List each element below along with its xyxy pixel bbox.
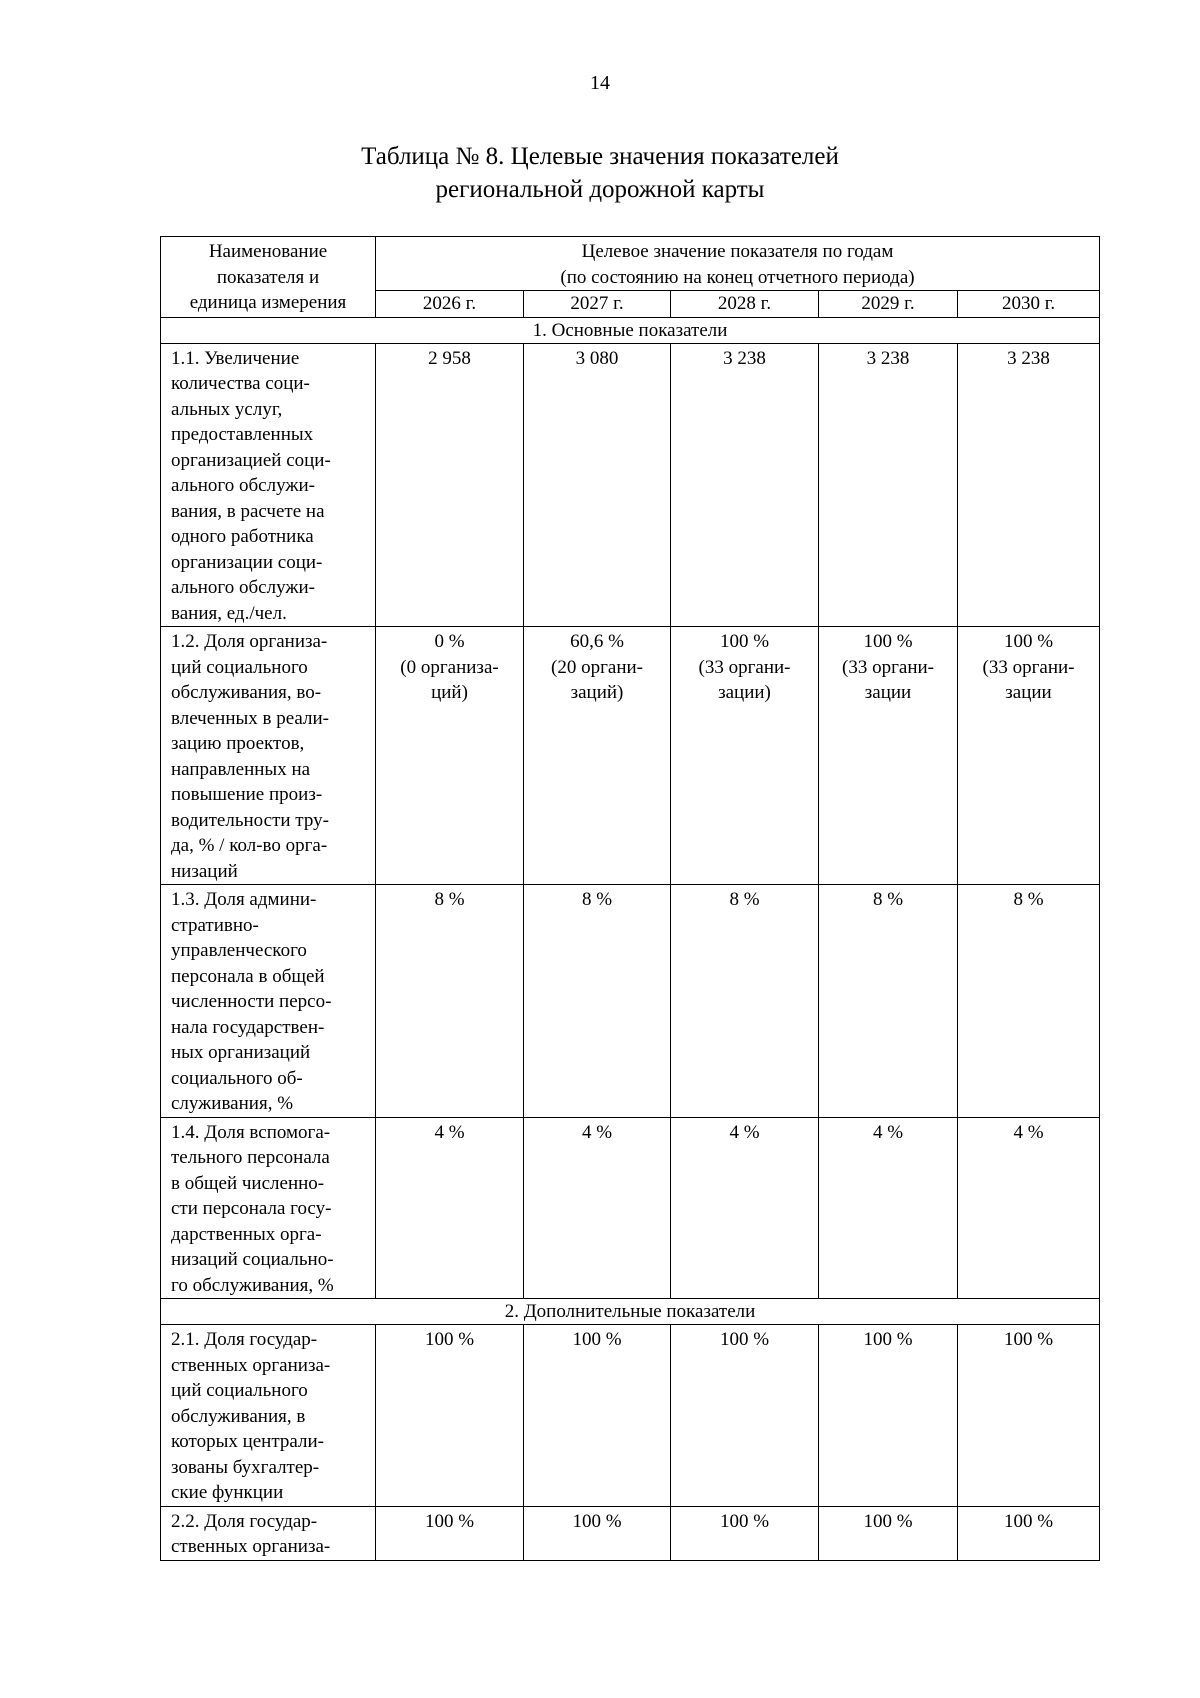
section-row xyxy=(161,1299,1100,1325)
indicator-value-line: 100 % xyxy=(719,1510,770,1532)
indicator-name-line: вания, в расчете на xyxy=(171,500,325,522)
indicator-value-line: 100 % xyxy=(572,1329,622,1350)
year-header-cell xyxy=(524,291,671,318)
header-name-cell xyxy=(161,237,376,318)
indicator-name-line: которых централи- xyxy=(171,1431,324,1452)
indicator-value-line: 4 % xyxy=(872,1121,904,1143)
indicator-value-cell xyxy=(376,1506,524,1560)
indicator-value-cell xyxy=(524,343,671,627)
indicator-name-line: направленных на xyxy=(171,758,311,780)
indicator-name-line: влеченных в реали- xyxy=(171,707,329,729)
page-number: 14 xyxy=(590,72,610,94)
table-title-line: региональной дорожной карты xyxy=(435,176,765,203)
indicator-name-line: 2.1. Доля государ- xyxy=(171,1329,318,1350)
indicator-name-line: тельного персонала xyxy=(171,1147,330,1168)
indicator-name-line: организации соци- xyxy=(171,551,323,573)
table-title-line: Таблица № 8. Целевые значения показателей xyxy=(361,143,839,170)
indicator-value-cell xyxy=(524,885,671,1118)
indicator-value-cell xyxy=(958,343,1100,627)
indicator-name-cell xyxy=(161,1506,376,1560)
table-row xyxy=(161,885,1100,1118)
indicator-value-line: (33 органи- xyxy=(842,656,934,678)
indicator-value-line: зации) xyxy=(718,682,771,703)
indicator-name-line: количества соци- xyxy=(171,373,310,394)
indicator-value-line: 100 % xyxy=(424,1510,475,1532)
indicator-name-line: управленческого xyxy=(171,940,307,961)
header-row xyxy=(161,237,1100,291)
indicator-name-line: численности персо- xyxy=(171,991,332,1012)
indicator-name-cell xyxy=(161,1325,376,1507)
indicator-value-line: (0 организа- xyxy=(400,656,499,678)
indicator-name-line: ций социального xyxy=(171,1380,308,1401)
table-row xyxy=(161,627,1100,885)
indicator-value-cell xyxy=(671,1506,819,1560)
indicator-name-cell xyxy=(161,627,376,885)
indicator-name-line: ных организаций xyxy=(171,1042,311,1063)
indicator-value-line: 4 % xyxy=(434,1121,465,1143)
indicator-value-cell xyxy=(958,627,1100,885)
indicator-value-line: 100 % xyxy=(1003,631,1054,652)
indicator-name-line: ственных организа- xyxy=(171,1354,331,1376)
table-row xyxy=(161,343,1100,627)
indicator-value-line: 8 % xyxy=(729,889,760,910)
indicator-name-line: персонала в общей xyxy=(171,965,325,987)
indicator-name-cell xyxy=(161,343,376,627)
indicator-value-cell xyxy=(958,1117,1100,1299)
indicator-value-line: заций) xyxy=(570,682,624,703)
section-row xyxy=(161,317,1100,343)
indicator-name-line: ального обслужи- xyxy=(171,475,315,496)
indicator-value-cell xyxy=(671,343,819,627)
indicator-name-line: 2.2. Доля государ- xyxy=(171,1510,318,1532)
targets-table-body xyxy=(161,237,1100,1561)
indicator-value-cell xyxy=(376,1325,524,1507)
header-group-line: (по состоянию на конец отчетного периода) xyxy=(560,266,915,288)
header-group-cell xyxy=(376,237,1100,291)
indicator-value-cell xyxy=(819,1117,958,1299)
indicator-value-line: 100 % xyxy=(863,1510,913,1532)
indicator-name-line: служивания, % xyxy=(171,1093,294,1114)
indicator-name-line: в общей численно- xyxy=(171,1172,325,1194)
indicator-name-line: стративно- xyxy=(171,914,259,936)
indicator-value-line: 100 % xyxy=(1003,1510,1054,1532)
indicator-value-cell xyxy=(671,627,819,885)
indicator-value-line: 3 080 xyxy=(575,347,619,369)
header-name-line: единица измерения xyxy=(189,292,347,313)
indicator-name-line: 1.3. Доля админи- xyxy=(171,889,317,910)
indicator-name-cell xyxy=(161,885,376,1118)
header-group-line: Целевое значение показателя по годам xyxy=(581,241,894,262)
indicator-value-cell xyxy=(524,1506,671,1560)
indicator-value-line: (20 органи- xyxy=(551,656,643,678)
year-label: 2029 г. xyxy=(861,293,915,314)
indicator-value-cell xyxy=(376,885,524,1118)
indicator-name-line: альных услуг, xyxy=(171,398,283,420)
indicator-value-cell xyxy=(819,1325,958,1507)
indicator-name-line: ственных организа- xyxy=(171,1536,331,1557)
indicator-value-line: 100 % xyxy=(1003,1329,1054,1350)
year-header-cell xyxy=(819,291,958,318)
indicator-name-line: го обслуживания, % xyxy=(171,1274,334,1296)
indicator-value-line: 2 958 xyxy=(428,347,471,369)
indicator-value-cell xyxy=(819,343,958,627)
indicator-name-line: одного работника xyxy=(171,526,314,547)
table-row xyxy=(161,1325,1100,1507)
indicator-name-line: сти персонала госу- xyxy=(171,1198,332,1219)
indicator-name-line: обслуживания, во- xyxy=(171,682,322,703)
indicator-value-cell xyxy=(524,1325,671,1507)
indicator-value-line: 8 % xyxy=(1013,889,1044,910)
indicator-value-line: зации xyxy=(864,682,912,703)
indicator-value-line: 100 % xyxy=(863,1329,913,1350)
indicator-name-line: организацией соци- xyxy=(171,449,331,471)
indicator-value-line: 100 % xyxy=(572,1510,622,1532)
indicator-value-line: 3 238 xyxy=(723,347,766,369)
indicator-name-line: предоставленных xyxy=(171,424,314,445)
indicator-value-line: 8 % xyxy=(434,889,465,910)
year-header-cell xyxy=(958,291,1100,318)
section-title: 2. Дополнительные показатели xyxy=(161,1299,1100,1325)
indicator-value-line: 8 % xyxy=(872,889,904,910)
year-label: 2028 г. xyxy=(717,293,772,314)
indicator-value-cell xyxy=(958,1506,1100,1560)
indicator-value-cell xyxy=(819,1506,958,1560)
table-row xyxy=(161,1117,1100,1299)
indicator-value-line: 3 238 xyxy=(1007,347,1050,369)
indicator-name-line: дарственных орга- xyxy=(171,1223,322,1245)
indicator-name-cell xyxy=(161,1117,376,1299)
indicator-value-cell xyxy=(376,627,524,885)
indicator-value-line: 4 % xyxy=(729,1121,760,1143)
indicator-value-cell xyxy=(376,1117,524,1299)
indicator-name-line: ций социального xyxy=(171,656,308,678)
header-name-line: показателя и xyxy=(216,266,320,288)
indicator-value-cell xyxy=(819,885,958,1118)
indicator-value-line: 100 % xyxy=(719,1329,770,1350)
indicator-name-line: социального об- xyxy=(171,1067,303,1089)
indicator-value-line: 0 % xyxy=(434,631,465,652)
year-header-cell xyxy=(671,291,819,318)
indicator-value-cell xyxy=(376,343,524,627)
indicator-name-line: нала государствен- xyxy=(171,1016,325,1038)
indicator-value-cell xyxy=(671,1325,819,1507)
indicator-value-cell xyxy=(958,1325,1100,1507)
header-name-line: Наименование xyxy=(208,241,328,262)
indicator-value-line: 8 % xyxy=(581,889,613,910)
indicator-value-line: зации xyxy=(1005,682,1052,703)
indicator-name-line: 1.4. Доля вспомога- xyxy=(171,1121,331,1143)
section-title: 1. Основные показатели xyxy=(161,317,1100,343)
indicator-value-line: 60,6 % xyxy=(570,631,624,652)
indicator-value-cell xyxy=(671,885,819,1118)
indicator-name-line: водительности тру- xyxy=(171,809,329,831)
year-label: 2026 г. xyxy=(422,293,477,314)
indicator-name-line: ального обслужи- xyxy=(171,577,315,598)
indicator-name-line: 1.2. Доля организа- xyxy=(171,631,328,652)
year-header-cell xyxy=(376,291,524,318)
indicator-name-line: да, % / кол-во орга- xyxy=(171,835,328,856)
indicator-name-line: повышение произ- xyxy=(171,784,323,805)
indicator-name-line: ские функции xyxy=(171,1482,284,1503)
indicator-name-line: 1.1. Увеличение xyxy=(171,347,300,369)
indicator-value-line: 4 % xyxy=(1013,1121,1044,1143)
indicator-value-cell xyxy=(524,627,671,885)
indicator-value-line: 100 % xyxy=(424,1329,475,1350)
indicator-value-line: (33 органи- xyxy=(982,656,1075,678)
table-row xyxy=(161,1506,1100,1560)
indicator-value-line: 3 238 xyxy=(866,347,910,369)
indicator-value-line: ций) xyxy=(431,682,468,703)
indicator-value-line: (33 органи- xyxy=(698,656,791,678)
indicator-value-cell xyxy=(671,1117,819,1299)
indicator-name-line: низаций xyxy=(171,860,238,882)
indicator-value-cell xyxy=(958,885,1100,1118)
indicator-value-line: 4 % xyxy=(581,1121,613,1143)
indicator-value-line: 100 % xyxy=(863,631,913,652)
indicator-value-line: 100 % xyxy=(719,631,770,652)
year-label: 2030 г. xyxy=(1001,293,1056,314)
indicator-name-line: вания, ед./чел. xyxy=(171,602,287,624)
indicator-value-cell xyxy=(819,627,958,885)
year-label: 2027 г. xyxy=(570,293,624,314)
targets-table xyxy=(160,236,1100,1561)
table-title xyxy=(0,140,1200,206)
indicator-name-line: зацию проектов, xyxy=(171,733,305,754)
indicator-name-line: низаций социально- xyxy=(171,1249,334,1270)
indicator-name-line: обслуживания, в xyxy=(171,1405,306,1427)
indicator-name-line: зованы бухгалтер- xyxy=(171,1456,320,1478)
indicator-value-cell xyxy=(524,1117,671,1299)
